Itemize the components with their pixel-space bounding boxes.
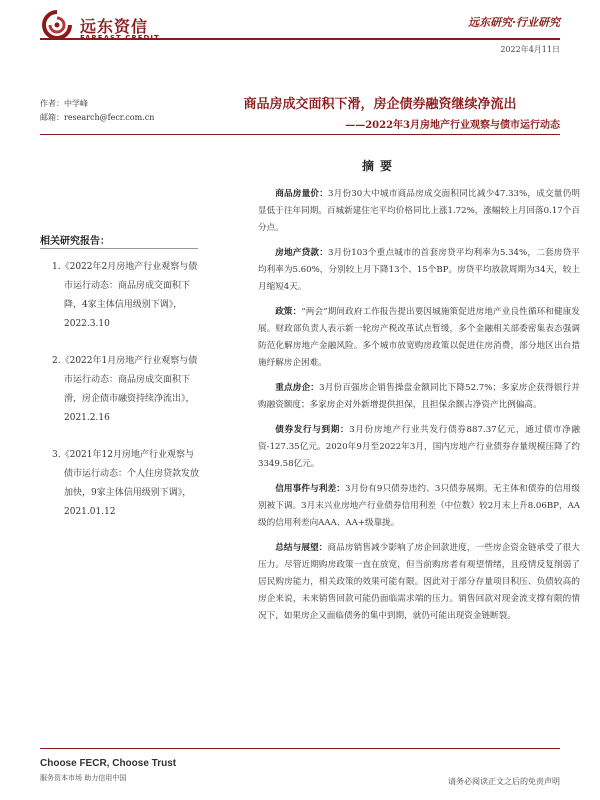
summary-paragraph	[258, 422, 580, 473]
disclaimer-note: 请务必阅读正文之后的免责声明	[448, 777, 560, 786]
paragraph-text: 3月份103个重点城市的首套房贷平均利率为5.34%，二套房贷平均利率为5.60%，分别较上月下降13个、15个BP。房贷平均放款周期为34天，较上月缩短4天。	[258, 248, 580, 292]
report-subtitle: ——2022年3月房地产行业观察与债市运行动态	[345, 120, 560, 131]
summary-paragraph	[258, 540, 580, 625]
paragraph-label: 信用事件与利差：	[275, 484, 346, 494]
footer-divider	[40, 748, 560, 749]
paragraph-label: 重点房企：	[275, 383, 320, 393]
summary-heading: 摘要	[361, 159, 398, 173]
paragraph-text: 商品房销售减少影响了房企回款进度，一些房企资金链承受了很大压力。尽管近期购房政策一直在放宽，但当前购房者有观望情绪，且疫情反复削弱了居民购房能力，相关政策的效果可能有限。因此对于部分存量项目积压、负债较高的房企来说，未来销售回款可能仍面临需求端的压力。销售回款对现金流支撑有限的情况下，如果房企又面临债务的集中到期，就仍可能出现资金链断裂。	[258, 543, 580, 621]
logo-mark-icon	[40, 10, 74, 40]
related-reports-heading: 相关研究报告：	[40, 236, 110, 247]
paragraph-label: 房地产贷款：	[275, 248, 328, 258]
paragraph-label: 政策：	[275, 307, 302, 317]
paragraph-text: 3月份30大中城市商品房成交面积同比减少47.33%，成交量仍明显低于往年同期。百城新建住宅平均价格同比上涨1.72%，涨幅较上月回落0.17个百分点。	[258, 189, 580, 233]
author-line: 作者：中学峰	[40, 99, 88, 108]
paragraph-label: 债券发行与到期：	[275, 425, 350, 435]
summary-paragraph	[258, 304, 580, 372]
summary-paragraph	[258, 481, 580, 532]
summary-body	[258, 186, 580, 633]
summary-paragraph	[258, 245, 580, 296]
report-title: 商品房成交面积下滑，房企债券融资继续净流出	[243, 97, 517, 112]
related-report-item[interactable]: 1.《2022年2月房地产行业观察与债市运行动态：商品房成交面积下降，4家主体信用级别下调》，2022.3.10	[52, 262, 198, 329]
paragraph-text: 3月份百强房企销售操盘金额同比下降52.7%；多家房企获得银行并购融资额度；多家房企对外新增提供担保，且担保余额占净资产比例偏高。	[258, 383, 580, 410]
related-report-item[interactable]: 2.《2022年1月房地产行业观察与债市运行动态：商品房成交面积下滑，房企债市融资持续净流出》，2021.2.16	[52, 356, 198, 423]
email-line: 邮箱：research@fecr.com.cn	[40, 113, 155, 122]
related-reports-divider	[40, 248, 198, 249]
logo-text-cn: 远东资信	[80, 17, 149, 36]
footer-subslogan: 服务资本市场 助力信用中国	[40, 774, 127, 782]
paragraph-text: 3月份有9只债券违约、3只债券展期。无主体和债券的信用级别被下调。3月末兴业房地产行业债券信用利差（中位数）较2月末上升8.06BP，AA级的信用利差向AAA、AA+级靠拢。	[258, 484, 580, 528]
title-divider	[40, 134, 560, 135]
report-date: 2022年4月11日	[500, 45, 560, 54]
report-section: 远东研究·行业研究	[468, 16, 560, 29]
paragraph-text: “两会”期间政府工作报告提出要因城施策促进房地产业良性循环和健康发展。财政部负责人表示新一轮房产税改革试点暂缓，多个金融相关部委密集表态强调防范化解房地产金融风险。多个城市放宽购房政策以促进住房消费，部分地区出台措施纾解房企困难。	[258, 307, 580, 368]
summary-paragraph	[258, 186, 580, 237]
summary-paragraph	[258, 380, 580, 414]
related-reports-list	[52, 258, 202, 540]
paragraph-text: 3月份房地产行业共发行债券887.37亿元，通过债市净融资-127.35亿元。2020年9月至2022年3月，国内房地产行业债券存量规模压降了约3349.58亿元。	[258, 425, 580, 469]
paragraph-label: 总结与展望：	[275, 543, 328, 553]
footer-slogan: Choose FECR, Choose Trust	[40, 758, 177, 769]
paragraph-label: 商品房量价：	[275, 189, 328, 199]
header-divider	[40, 38, 560, 40]
related-report-item[interactable]: 3.《2021年12月房地产行业观察与债市运行动态：个人住房贷款发放加快，9家主体信用级别下调》，2021.01.12	[52, 450, 200, 517]
